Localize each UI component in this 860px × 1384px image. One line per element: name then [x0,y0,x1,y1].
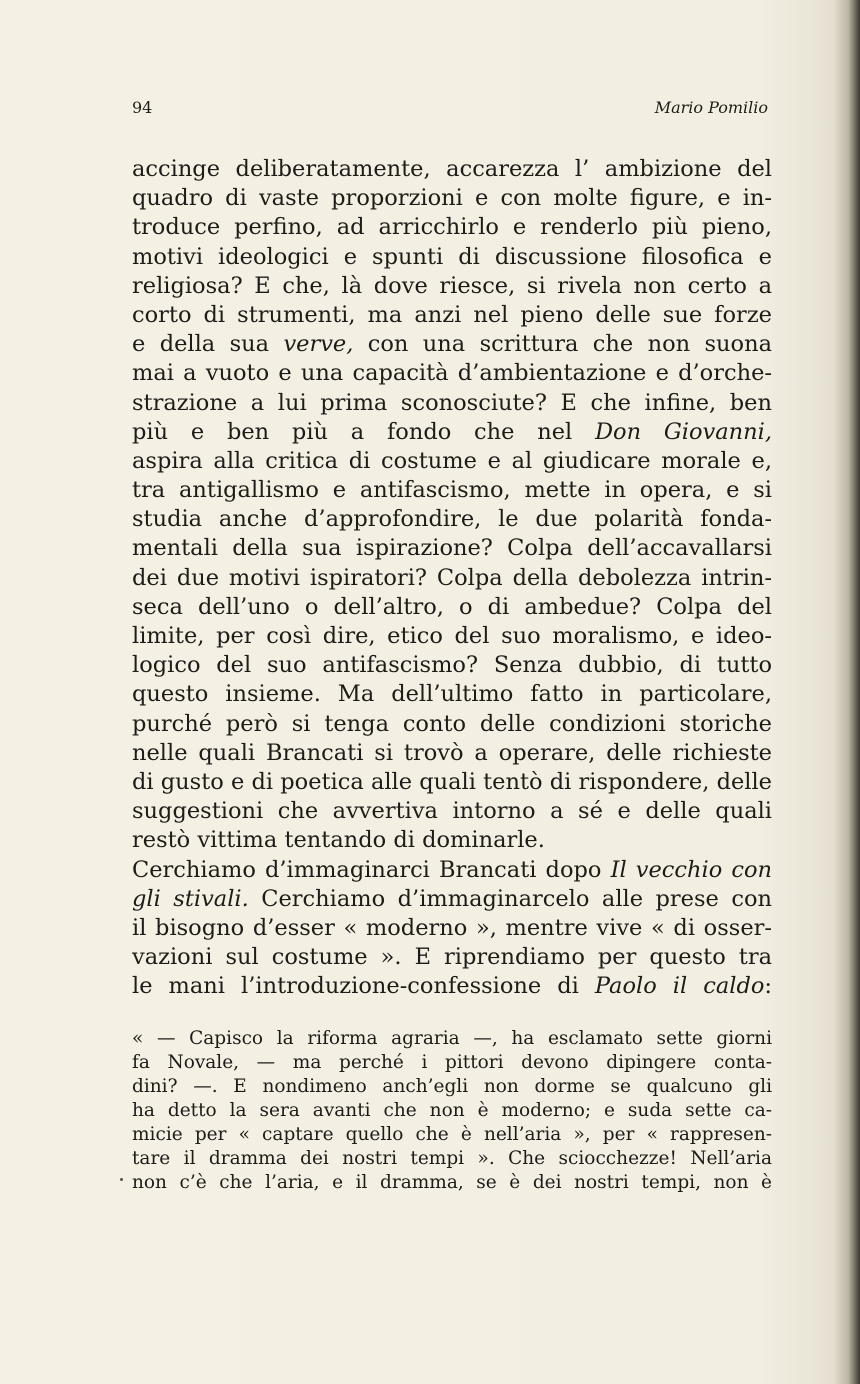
body-line: troduce perfino, ad arricchirlo e renderlo più pieno, [132,214,772,241]
quote-line: micie per « captare quello che è nell’aria », per « rappresen- [132,1124,772,1145]
quote-line: ha detto la sera avanti che non è moderno; e suda sette ca- [132,1100,772,1121]
running-head: Mario Pomilio [654,98,768,117]
body-line: questo insieme. Ma dell’ultimo fatto in particolare, [132,681,772,708]
block-quote [132,1027,772,1195]
quote-line: dini? —. E nondimeno anch’egli non dorme se qualcuno gli [132,1076,772,1097]
body-line: aspira alla critica di costume e al giudicare morale e, [132,447,772,474]
body-line: dei due motivi ispiratori? Colpa della debolezza intrin- [132,564,772,591]
body-line: Cerchiamo d’immaginarci Brancati dopo Il vecchio con [132,856,772,883]
quote-line: fa Novale, — ma perché i pittori devono dipingere conta- [132,1052,772,1073]
body-line: le mani l’introduzione-confessione di Paolo il caldo: [132,973,772,1000]
body-line: il bisogno d’esser « moderno », mentre vive « di osser- [132,914,772,941]
body-line: corto di strumenti, ma anzi nel pieno delle sue forze [132,301,772,328]
body-line: e della sua verve, con una scrittura che non suona [132,331,772,358]
quote-line: tare il dramma dei nostri tempi ». Che sciocchezze! Nell’aria [132,1148,772,1169]
body-line: purché però si tenga conto delle condizioni storiche [132,710,772,737]
body-line: vazioni sul costume ». E riprendiamo per questo tra [132,944,772,971]
body-line: suggestioni che avvertiva intorno a sé e delle quali [132,798,772,825]
body-line: più e ben più a fondo che nel Don Giovanni, [132,418,772,445]
page-edge-shadow [834,0,860,1384]
body-line: motivi ideologici e spunti di discussione filosofica e [132,243,772,270]
body-line: logico del suo antifascismo? Senza dubbio, di tutto [132,652,772,679]
body-line: religiosa? E che, là dove riesce, si rivela non certo a [132,272,772,299]
body-line: mai a vuoto e una capacità d’ambientazione e d’orche- [132,360,772,387]
body-line: restò vittima tentando di dominarle. [132,827,545,854]
body-line: mentali della sua ispirazione? Colpa dell’accavallarsi [132,535,772,562]
body-line: di gusto e di poetica alle quali tentò di rispondere, delle [132,768,772,795]
body-line: seca dell’uno o dell’altro, o di ambedue? Colpa del [132,593,772,620]
body-line: accinge deliberatamente, accarezza l’ ambizione del [132,156,772,182]
page-header [132,98,768,122]
quote-line: non c’è che l’aria, e il dramma, se è dei nostri tempi, non è [132,1172,772,1193]
body-line: gli stivali. Cerchiamo d’immaginarcelo alle prese con [132,885,773,912]
body-line: tra antigallismo e antifascismo, mette in opera, e si [132,477,772,504]
print-speck [120,1178,123,1181]
body-line: strazione a lui prima sconosciute? E che infine, ben [132,389,772,416]
body-line: quadro di vaste proporzioni e con molte figure, e in- [132,185,772,212]
page-number: 94 [132,98,153,117]
quote-line: « — Capisco la riforma agraria —, ha esclamato sette giorni [132,1028,772,1049]
body-line: studia anche d’approfondire, le due polarità fonda- [132,506,772,533]
body-line: limite, per così dire, etico del suo moralismo, e ideo- [132,623,772,649]
body-text [132,155,772,1001]
body-line: nelle quali Brancati si trovò a operare, delle richieste [132,739,772,766]
